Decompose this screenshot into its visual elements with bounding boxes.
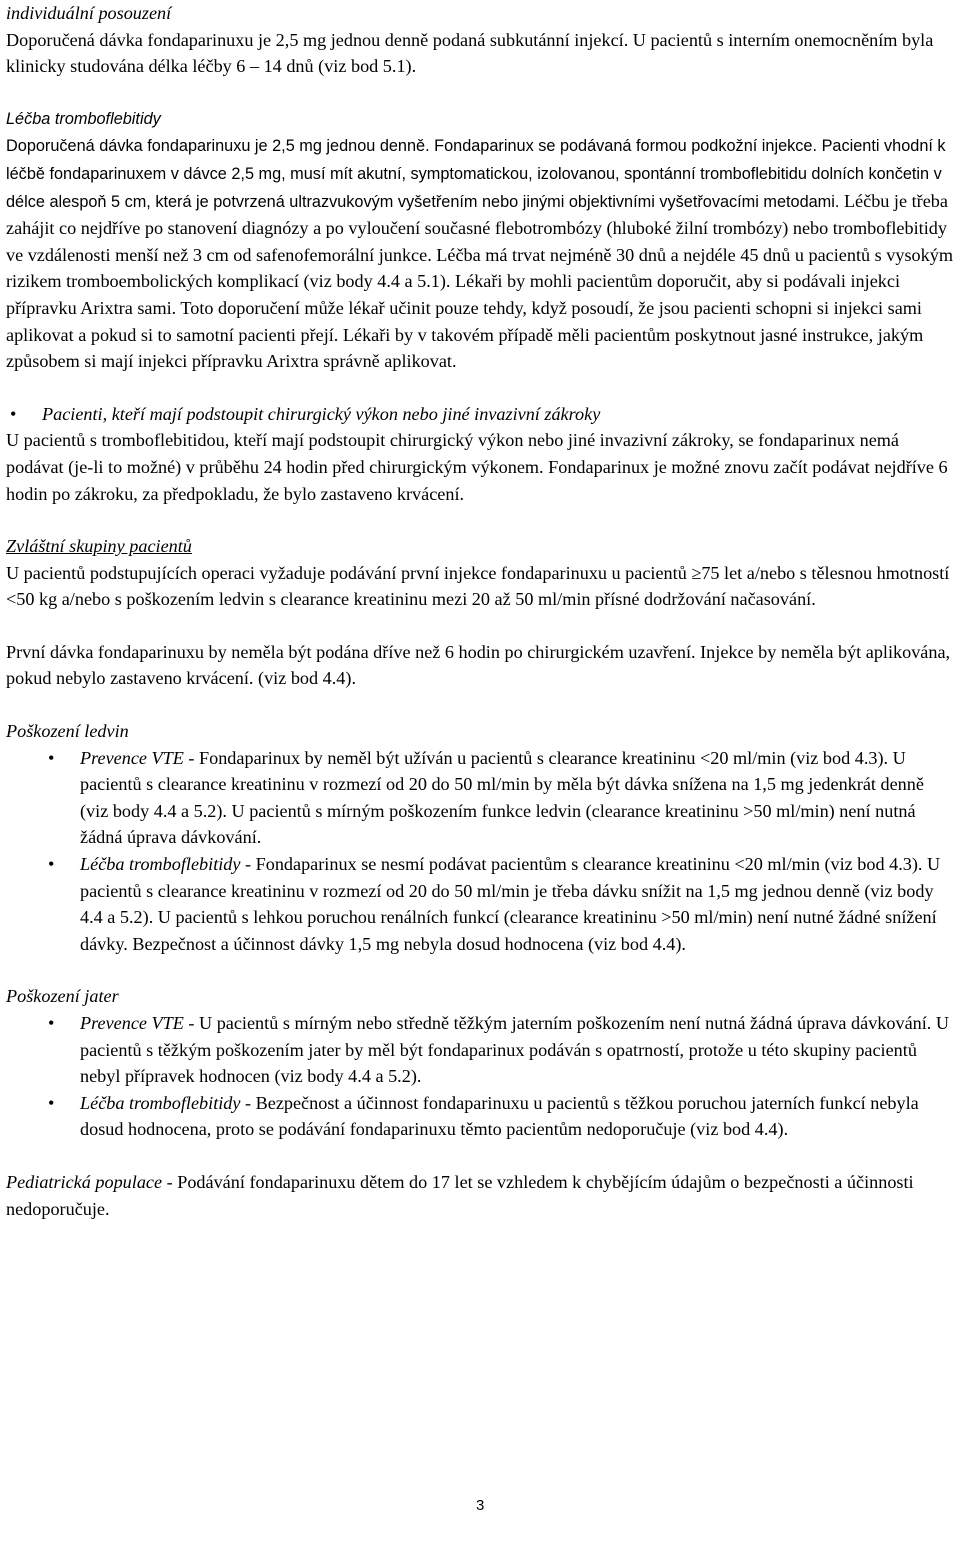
list-item-text (80, 1090, 954, 1143)
list-item-label: Léčba tromboflebitidy (80, 1092, 241, 1113)
list-item-text (80, 1010, 954, 1090)
bullet-icon: • (48, 1013, 55, 1033)
paragraph-thrombophlebitis-serif: Léčbu je třeba zahájit co nejdříve po stanovení diagnózy a po vyloučení současné flebotrombózy (hluboké žilní trombózy) nebo tromboflebitidy ve vzdálenosti menší než 3 cm od safenofemorální junkce. Léčba má trvat nejméně 30 dnů a nejdéle 45 dnů u pacientů s vysokým rizikem tromboembolických komplikací (viz body 4.4 a 5.1). Lékaři by mohli pacientům doporučit, aby si podávali injekci přípravku Arixtra sami. Toto doporučení může lékař učinit pouze tehdy, když posoudí, že jsou pacienti schopni si injekci sami aplikovat a pokud si to samotní pacienti přejí. Lékaři by v takovém případě měli pacientům poskytnout jasné instrukce, jakým způsobem si mají injekci přípravku Arixtra správně aplikovat. (6, 190, 953, 372)
section-heading-renal: Poškození ledvin (6, 721, 129, 742)
paragraph-first-dose: První dávka fondaparinuxu by neměla být podána dříve než 6 hodin po chirurgickém uzavření. Injekce by neměla být aplikována, pokud nebylo zastaveno krvácení. (viz bod 4.4). (6, 641, 951, 689)
list-item-hepatic-treatment (44, 1090, 954, 1143)
page-number: 3 (476, 1497, 485, 1514)
surgery-heading: Pacienti, kteří mají podstoupit chirurgický výkon nebo jiné invazivní zákroky (42, 403, 601, 424)
list-item-body: - U pacientů s mírným nebo středně těžkým jaterním poškozením není nutná žádná úprava dávkování. U pacientů s těžkým poškozením jater by měl být fondaparinux podáván s opatrností, protože u této skupiny pacientů nebyl přípravek hodnocen (viz body 4.4 a 5.2). (80, 1013, 950, 1087)
list-item-hepatic-prevention (44, 1010, 954, 1090)
paragraph-thrombophlebitis-mid: Pacienti vhodní k léčbě fondaparinuxem v dávce 2,5 mg, musí mít akutní, symptomatickou, izolovanou, spontánní tromboflebitidu dolních končetin v délce alespoň 5 cm, která je potvrzená ultrazvukovým vyšetřením nebo jinými objektivními vyšetřovacími metodami. (6, 137, 946, 211)
list-item-body: - Bezpečnost a účinnost fondaparinuxu u pacientů s těžkou poruchou jaterních funkcí nebyla dosud hodnocena, proto se podávání fondaparinuxu těmto pacientům nedoporučuje (viz bod 4.4). (80, 1092, 919, 1140)
list-item-body: - Fondaparinux se nesmí podávat pacientům s clearance kreatininu <20 ml/min (viz bod 4.3). U pacientů s clearance kreatininu v rozmezí od 20 do 50 ml/min je třeba dávku snížit na 1,5 mg jednou denně (viz body 4.4 a 5.2). U pacientů s lehkou poruchou renálních funkcí (clearance kreatininu >50 ml/min) není nutné žádné snížení dávky. Bezpečnost a účinnost dávky 1,5 mg nebyla dosud hodnocena (viz bod 4.4). (80, 854, 941, 954)
bullet-icon: • (48, 747, 55, 768)
section-heading-special-groups: Zvláštní skupiny pacientů (6, 536, 192, 557)
list-item-body: - Fondaparinux by neměl být užíván u pacientů s clearance kreatininu <20 ml/min (viz bod 4.3). U pacientů s clearance kreatininu v rozmezí od 20 do 50 ml/min by měla být dávka snížena na 1,5 mg jedenkrát denně (viz body 4.4 a 5.2). U pacientů s mírným poškozením funkce ledvin (clearance kreatininu >50 ml/min) není nutná žádná úprava dávkování. (80, 747, 924, 848)
section-heading-hepatic: Poškození jater (6, 986, 119, 1007)
paragraph-thrombophlebitis (6, 132, 954, 374)
section-heading-thrombophlebitis: Léčba tromboflebitidy (6, 109, 161, 128)
paragraph-special-groups: U pacientů podstupujících operaci vyžaduje podávání první injekce fondaparinuxu u pacientů ≥75 let a/nebo s tělesnou hmotností <50 kg a/nebo s poškozením ledvin s clearance kreatininu mezi 20 až 50 ml/min přísné dodržování načasování. (6, 562, 950, 610)
list-item-label: Prevence VTE (80, 1013, 184, 1033)
document-page (6, 0, 954, 1222)
bullet-icon: • (48, 854, 55, 875)
paragraph-pediatric (6, 1169, 954, 1222)
list-item-renal-treatment (44, 851, 954, 957)
section-heading-individual: individuální posouzení (6, 3, 172, 23)
pediatric-label: Pediatrická populace (6, 1171, 163, 1192)
paragraph-dosage-internal: Doporučená dávka fondaparinuxu je 2,5 mg jednou denně podaná subkutánní injekcí. U pacientů s interním onemocněním byla klinicky studována délka léčby 6 – 14 dnů (viz bod 5.1). (6, 29, 934, 77)
bullet-icon: • (48, 1092, 55, 1113)
paragraph-surgery: U pacientů s tromboflebitidou, kteří mají podstoupit chirurgický výkon nebo jiné invazivní zákroky, se fondaparinux nemá podávat (je-li to možné) v průběhu 24 hodin před chirurgickým výkonem. Fondaparinux je možné znovu začít podávat nejdříve 6 hodin po zákroku, za předpokladu, že bylo zastaveno krvácení. (6, 430, 948, 504)
pediatric-text: - Podávání fondaparinuxu dětem do 17 let se vzhledem k chybějícím údajům o bezpečnosti a účinnosti nedoporučuje. (6, 1171, 914, 1219)
list-item-label: Léčba tromboflebitidy (80, 854, 241, 875)
bullet-icon: • (10, 403, 17, 424)
list-item-label: Prevence VTE (80, 747, 184, 768)
list-item-text (80, 851, 954, 957)
bullet-surgery-heading (6, 401, 954, 428)
list-item-renal-prevention (44, 745, 954, 851)
paragraph-thrombophlebitis-sans: Doporučená dávka fondaparinuxu je 2,5 mg jednou denně. Fondaparinux se podávaná formou podkožní injekce. (6, 137, 818, 156)
list-item-text (80, 745, 954, 851)
